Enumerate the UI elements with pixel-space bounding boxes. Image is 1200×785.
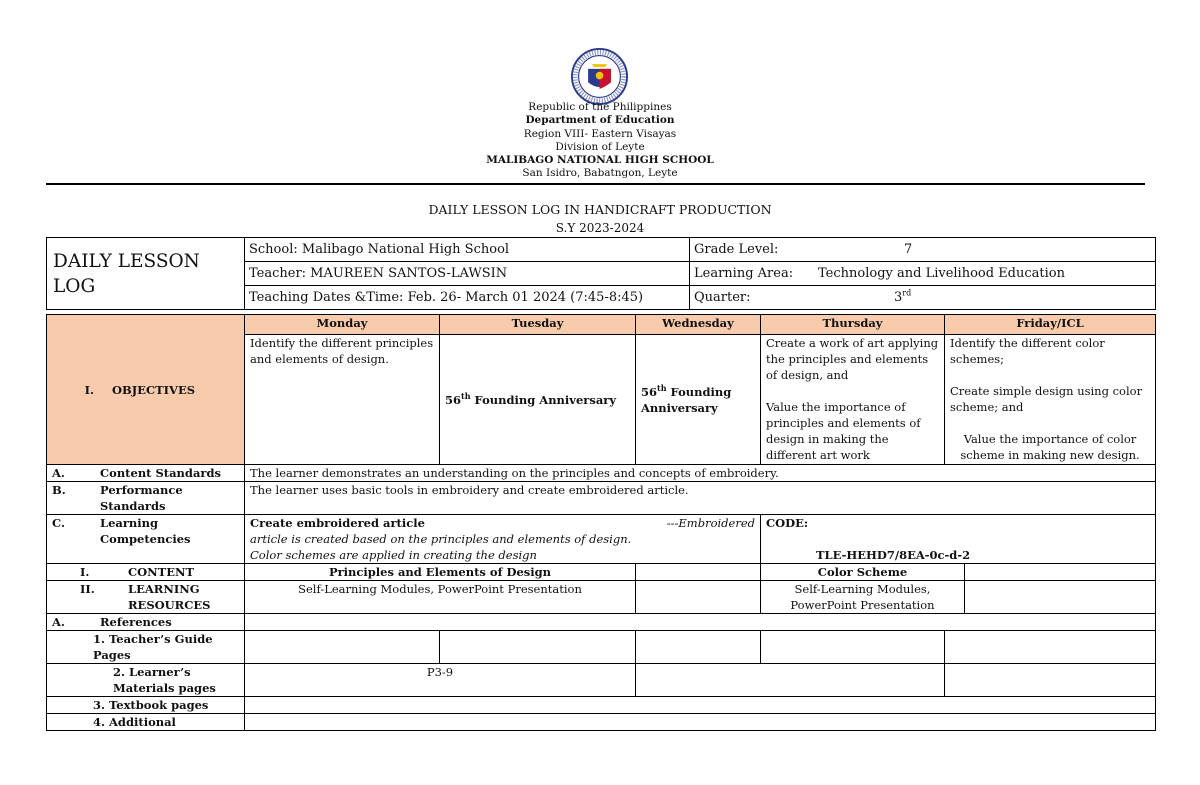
content-standards-letter: A.	[52, 466, 65, 480]
letterhead-address: San Isidro, Babatngon, Leyte	[522, 167, 678, 180]
friday-objective-1: Identify the different color schemes;	[950, 336, 1105, 366]
content-number: I.	[80, 565, 90, 579]
resources-wednesday	[636, 581, 761, 614]
competency-dash: ---Embroidered	[666, 516, 755, 530]
references-title: References	[100, 615, 172, 629]
content-wednesday	[636, 564, 761, 581]
grade-level-value: 7	[904, 242, 913, 257]
lm-mon-tue: P3-9	[245, 664, 636, 697]
teacher-field: Teacher: MAUREEN SANTOS-LAWSIN	[245, 262, 690, 286]
competency-code-value: TLE-HEHD7/8EA-0c-d-2	[816, 548, 971, 562]
quarter-field	[690, 286, 1156, 310]
content-standards-label	[47, 465, 245, 482]
letterhead-line1: Republic of the Philippines	[528, 101, 672, 113]
learning-competencies-letter: C.	[52, 516, 65, 530]
letterhead	[0, 101, 1200, 181]
resources-friday	[965, 581, 1156, 614]
content-label	[47, 564, 245, 581]
learning-competencies-title-2: Competencies	[100, 532, 191, 546]
learners-materials-label: 2. Learner’s Materials pages	[47, 664, 245, 697]
tg-monday	[245, 631, 440, 664]
tg-friday	[945, 631, 1156, 664]
competency-italic-2: Color schemes are applied in creating the design	[250, 548, 537, 562]
learning-resources-title-1: LEARNING	[128, 582, 200, 596]
day-header-tuesday: Tuesday	[440, 315, 636, 335]
learning-resources-number: II.	[80, 582, 95, 596]
info-table	[46, 237, 1156, 310]
tg-thursday	[761, 631, 945, 664]
references-empty	[245, 614, 1156, 631]
performance-standards-letter: B.	[52, 483, 66, 497]
objective-friday	[945, 335, 1156, 465]
tuesday-anniv-number: 56	[445, 392, 462, 407]
objective-tuesday	[440, 335, 636, 465]
performance-standards-text: The learner uses basic tools in embroidery and create embroidered article.	[245, 482, 1156, 515]
document-title: DAILY LESSON LOG IN HANDICRAFT PRODUCTION	[428, 202, 772, 217]
friday-objective-2: Create simple design using color scheme; and	[950, 384, 1143, 414]
school-field: School: Malibago National High School	[245, 238, 690, 262]
objective-thursday	[761, 335, 945, 465]
additional-label: 4. Additional	[47, 714, 245, 731]
letterhead-line4: Division of Leyte	[555, 140, 645, 153]
references-letter: A.	[52, 615, 65, 629]
grade-level-label: Grade Level:	[694, 242, 779, 257]
day-header-wednesday: Wednesday	[636, 315, 761, 335]
references-label	[47, 614, 245, 631]
learning-competencies-label	[47, 515, 245, 564]
objectives-label: OBJECTIVES	[112, 382, 196, 397]
tuesday-anniv-text: Founding Anniversary	[470, 392, 617, 407]
teachers-guide-label: 1. Teacher’s Guide Pages	[47, 631, 245, 664]
deped-seal-icon	[571, 48, 628, 105]
performance-standards-label	[47, 482, 245, 515]
wednesday-anniv-text: Founding Anniversary	[641, 384, 732, 415]
tuesday-anniv-suffix: th	[461, 390, 471, 401]
competency-italic-1: article is created based on the principles and elements of design.	[250, 532, 632, 546]
letterhead-line2: Department of Education	[525, 114, 675, 127]
objective-monday: Identify the different principles and elements of design.	[245, 335, 440, 465]
learning-area-value: Technology and Livelihood Education	[818, 266, 1065, 281]
friday-objective-3: Value the importance of color scheme in making new design.	[960, 432, 1140, 462]
tg-tuesday	[440, 631, 636, 664]
performance-standards-title-2: Standards	[100, 499, 166, 513]
header-divider	[46, 183, 1145, 185]
letterhead-school: MALIBAGO NATIONAL HIGH SCHOOL	[486, 154, 714, 167]
quarter-suffix: rd	[902, 288, 912, 298]
content-standards-text: The learner demonstrates an understanding on the principles and concepts of embroidery.	[245, 465, 1156, 482]
grade-level-field	[690, 238, 1156, 262]
day-header-friday: Friday/ICL	[945, 315, 1156, 335]
resources-mon-tue: Self-Learning Modules, PowerPoint Presentation	[245, 581, 636, 614]
day-header-monday: Monday	[245, 315, 440, 335]
letterhead-line3: Region VIII- Eastern Visayas	[523, 127, 677, 140]
lm-wed-thu	[636, 664, 945, 697]
teaching-dates-field: Teaching Dates &Time: Feb. 26- March 01 2024 (7:45-8:45)	[245, 286, 690, 310]
content-thursday: Color Scheme	[761, 564, 965, 581]
textbook-pages-empty	[245, 697, 1156, 714]
objectives-number: I.	[84, 382, 94, 397]
thursday-objective-2: Value the importance of principles and elements of design in making the different art work	[766, 400, 921, 462]
wednesday-anniv-suffix: th	[657, 382, 667, 393]
lesson-log-table	[46, 314, 1156, 731]
resources-thursday: Self-Learning Modules, PowerPoint Presentation	[761, 581, 965, 614]
learning-area-label: Learning Area:	[694, 266, 794, 281]
textbook-pages-label: 3. Textbook pages	[47, 697, 245, 714]
additional-empty	[245, 714, 1156, 731]
objectives-label-cell	[47, 315, 245, 465]
tg-wednesday	[636, 631, 761, 664]
competency-code-label: CODE:	[766, 516, 809, 530]
dll-title: DAILY LESSON LOG	[47, 238, 245, 310]
learning-area-field	[690, 262, 1156, 286]
content-standards-title: Content Standards	[100, 466, 221, 480]
content-friday	[965, 564, 1156, 581]
lm-friday	[945, 664, 1156, 697]
quarter-value: 3	[894, 290, 903, 305]
learning-competencies-text	[245, 515, 761, 564]
learning-resources-label	[47, 581, 245, 614]
competency-bold: Create embroidered article	[250, 516, 425, 530]
quarter-label: Quarter:	[694, 290, 751, 305]
school-year: S.Y 2023-2024	[555, 221, 645, 235]
performance-standards-title-1: Performance	[100, 483, 183, 497]
content-title: CONTENT	[128, 565, 195, 579]
content-mon-tue: Principles and Elements of Design	[245, 564, 636, 581]
objective-wednesday	[636, 335, 761, 465]
learning-competencies-title-1: Learning	[100, 516, 159, 530]
thursday-objective-1: Create a work of art applying the principles and elements of design, and	[766, 336, 939, 382]
competency-code-cell	[761, 515, 1156, 564]
day-header-thursday: Thursday	[761, 315, 945, 335]
learning-resources-title-2: RESOURCES	[128, 598, 211, 612]
wednesday-anniv-number: 56	[641, 384, 658, 399]
